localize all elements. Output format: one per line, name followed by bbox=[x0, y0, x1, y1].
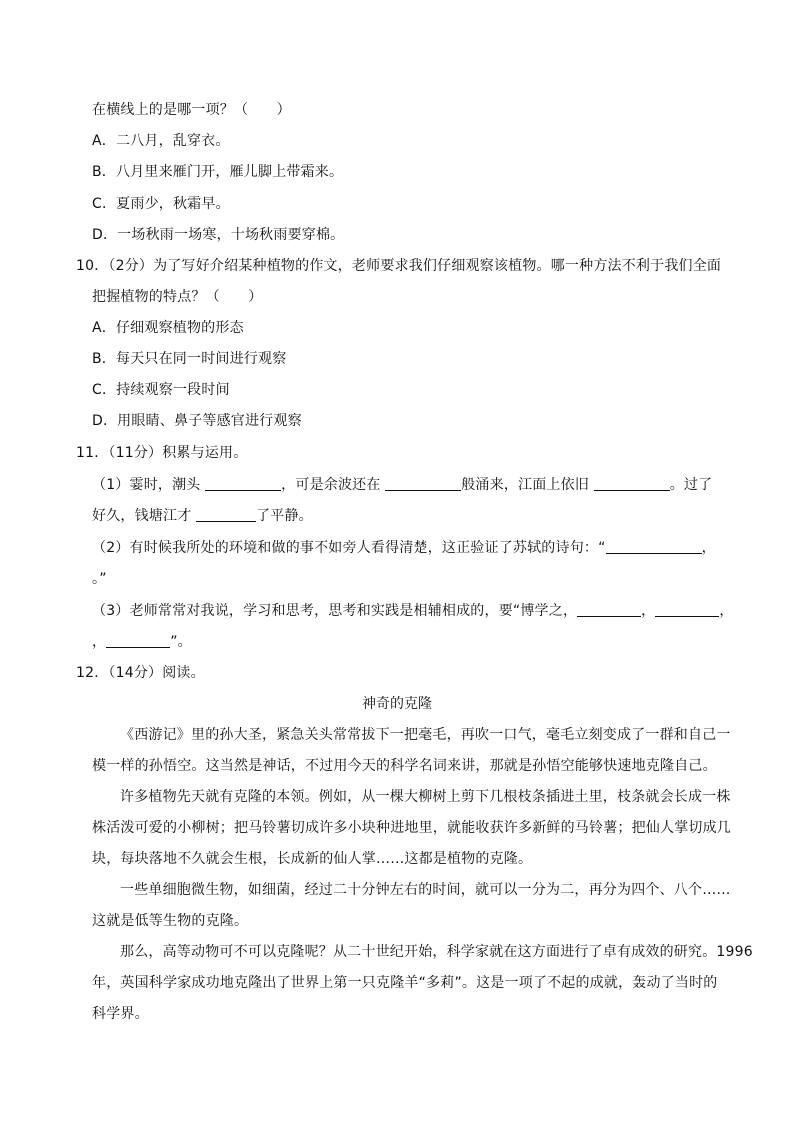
q11-p2-text-c: 。” bbox=[92, 571, 107, 587]
q11-p2-blank-1[interactable] bbox=[606, 539, 702, 554]
q10-stem-line2: 把握植物的特点？（ ） bbox=[92, 289, 263, 305]
q11-p2-text-a: （2）有时候我所处的环境和做的事不如旁人看得清楚，这正验证了苏轼的诗句：“ bbox=[92, 540, 606, 556]
q11-p1-text-c: 般涌来，江面上依旧 bbox=[461, 477, 590, 493]
q11-part1-line2 bbox=[92, 506, 313, 526]
q11-p3-text-d: ， bbox=[92, 634, 107, 650]
q11-p2-text-b: ， bbox=[701, 540, 716, 556]
q9-option-a: A．二八月，乱穿衣。 bbox=[92, 133, 230, 149]
passage-line-1: 《西游记》里的孙大圣，紧急关头常常拔下一把毫毛，再吹一口气，毫毛立刻变成了一群和自己一 bbox=[120, 727, 731, 743]
passage-line-7: 这就是低等生物的克隆。 bbox=[92, 913, 249, 929]
passage-line-9: 年，英国科学家成功地克隆出了世界上第一只克隆羊“多莉”。这是一项了不起的成就，轰动了当时的 bbox=[92, 975, 718, 991]
q11-p1-text-b: ，可是余波还在 bbox=[281, 477, 381, 493]
q10-option-a: A．仔细观察植物的形态 bbox=[92, 320, 244, 336]
q11-p1-text-e: 好久，钱塘江才 bbox=[92, 508, 192, 524]
q11-p1-text-d: 。过了 bbox=[669, 477, 713, 493]
q12-heading: 12．（14分）阅读。 bbox=[76, 665, 205, 681]
q11-heading: 11．（11分）积累与运用。 bbox=[76, 445, 248, 461]
q11-p1-text-f: 了平静。 bbox=[256, 508, 313, 524]
passage-line-5: 块，每块落地不久就会生根，长成新的仙人掌……这都是植物的克隆。 bbox=[92, 851, 533, 867]
passage-title: 神奇的克隆 bbox=[362, 696, 432, 712]
q11-p1-blank-3[interactable] bbox=[594, 476, 670, 491]
q11-part2-line2 bbox=[92, 569, 107, 589]
q11-p1-blank-4[interactable] bbox=[196, 507, 256, 522]
q9-option-c: C．夏雨少，秋霜早。 bbox=[92, 196, 230, 212]
passage-line-6: 一些单细胞微生物，如细菌，经过二十分钟左右的时间，就可以一分为二，再分为四个、八个…… bbox=[120, 882, 731, 898]
q11-p3-text-e: ”。 bbox=[170, 634, 192, 650]
q11-p3-text-b: ， bbox=[641, 603, 656, 619]
q11-p3-blank-3[interactable] bbox=[106, 633, 170, 648]
q9-stem-continuation: 在横线上的是哪一项？（ ） bbox=[92, 102, 291, 118]
passage-line-4: 株活泼可爱的小柳树；把马铃薯切成许多小块种进地里，就能收获许多新鲜的马铃薯；把仙人掌切成几 bbox=[92, 820, 731, 836]
passage-line-8: 那么，高等动物可不可以克隆呢？从二十世纪开始，科学家就在这方面进行了卓有成效的研究。1996 bbox=[120, 944, 753, 960]
q11-p1-blank-2[interactable] bbox=[385, 476, 461, 491]
q9-option-b: B．八月里来雁门开，雁儿脚上带霜来。 bbox=[92, 164, 344, 180]
passage-line-10: 科学界。 bbox=[92, 1006, 149, 1022]
q11-part3-line2 bbox=[92, 632, 192, 652]
q10-option-c: C．持续观察一段时间 bbox=[92, 382, 230, 398]
q11-part2-line1 bbox=[92, 538, 716, 558]
q11-part3-line1 bbox=[92, 601, 734, 621]
q11-p3-text-a: （3）老师常常对我说，学习和思考，思考和实践是相辅相成的，要“博学之， bbox=[92, 603, 578, 619]
q10-option-d: D．用眼睛、鼻子等感官进行观察 bbox=[92, 413, 302, 429]
q11-p1-text-a: （1）霎时，潮头 bbox=[92, 477, 201, 493]
q9-option-d: D．一场秋雨一场寒，十场秋雨要穿棉。 bbox=[92, 227, 345, 243]
passage-line-3: 许多植物先天就有克隆的本领。例如，从一棵大柳树上剪下几根枝条插进土里，枝条就会长成一株 bbox=[120, 789, 731, 805]
q10-option-b: B．每天只在同一时间进行观察 bbox=[92, 351, 287, 367]
q11-p3-blank-1[interactable] bbox=[577, 602, 641, 617]
q11-p3-blank-2[interactable] bbox=[655, 602, 719, 617]
passage-line-2: 模一样的孙悟空。这当然是神话，不过用今天的科学名词来讲，那就是孙悟空能够快速地克隆自己。 bbox=[92, 758, 717, 774]
q10-stem-line1: 10．（2分）为了写好介绍某种植物的作文，老师要求我们仔细观察该植物。哪一种方法不利于我们全面 bbox=[76, 258, 722, 274]
q11-p1-blank-1[interactable] bbox=[205, 476, 281, 491]
q11-p3-text-c: ， bbox=[719, 603, 734, 619]
q11-part1-line1 bbox=[92, 475, 712, 495]
